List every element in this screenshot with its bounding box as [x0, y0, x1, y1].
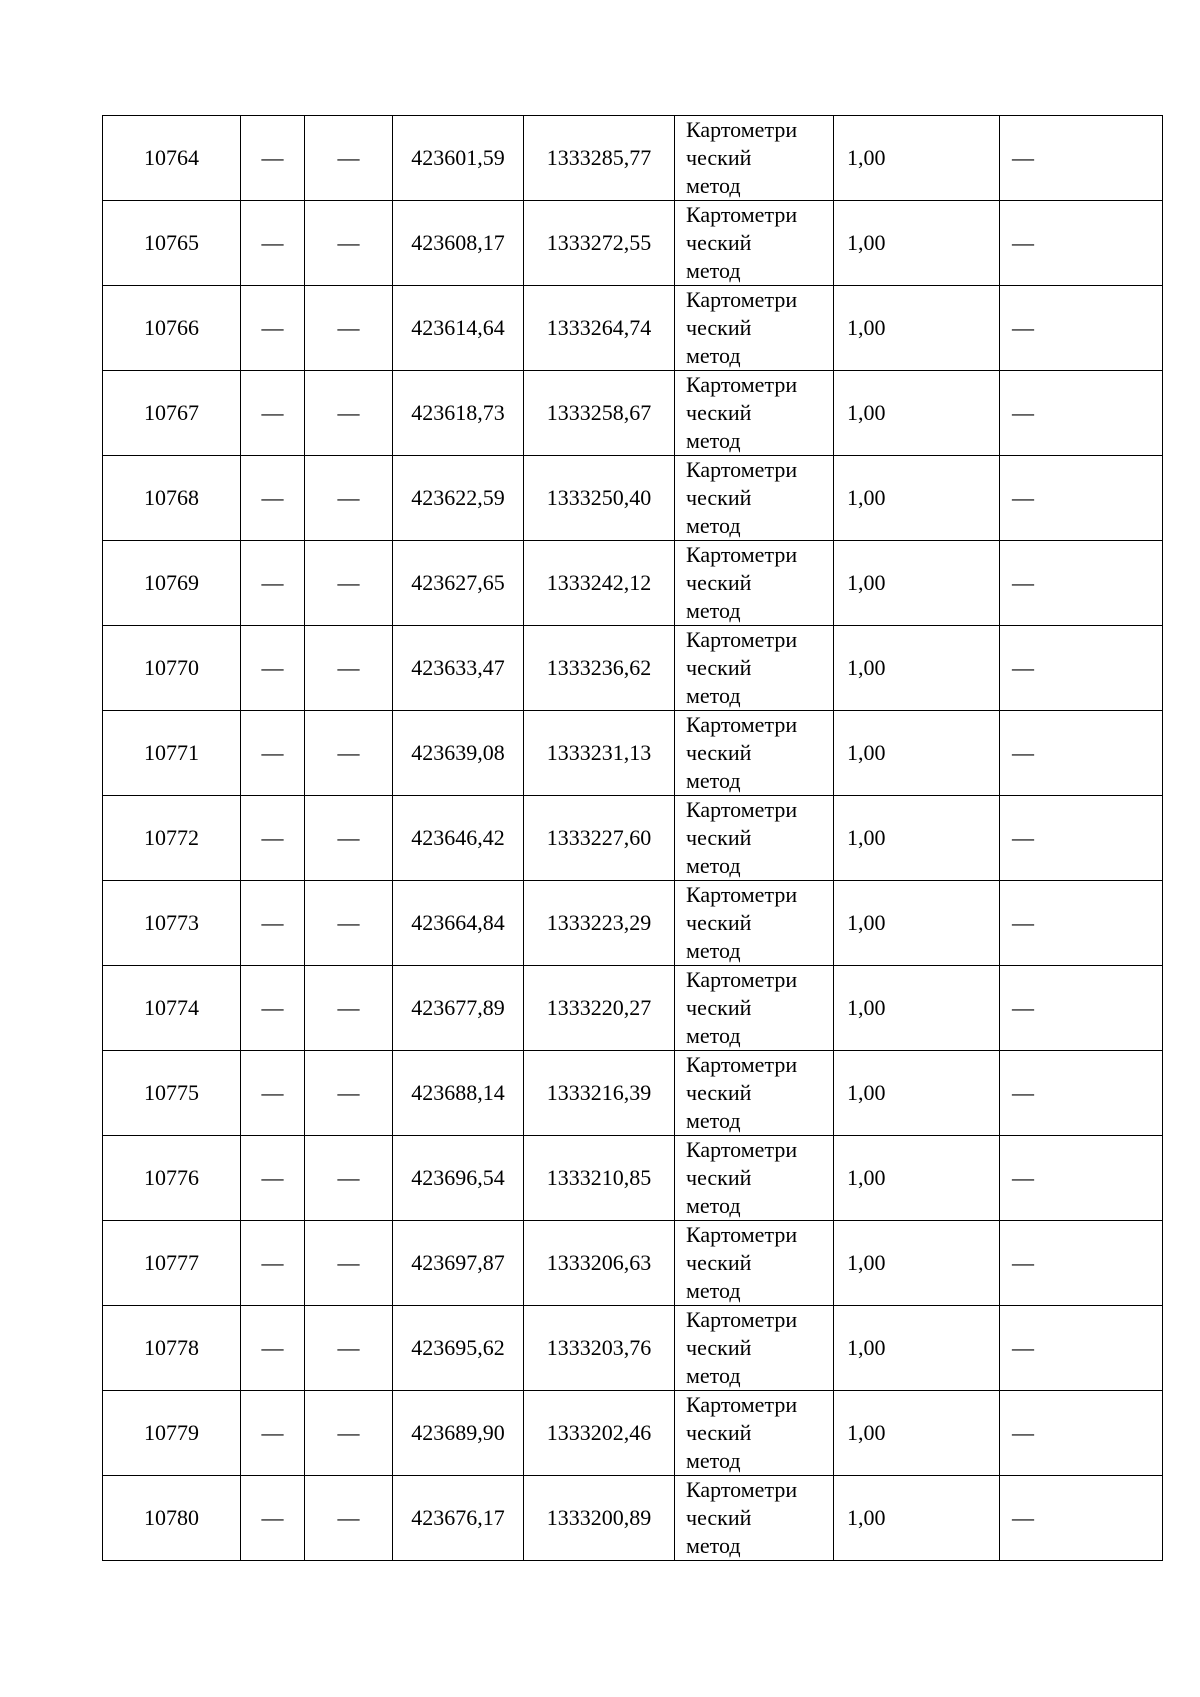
description-cell: — — [1000, 371, 1163, 456]
description-cell: — — [1000, 626, 1163, 711]
method-text-line: метод — [686, 853, 741, 878]
method-cell — [675, 796, 834, 881]
method-text-line: ческий — [686, 485, 752, 510]
x-coordinate-cell: 423677,89 — [393, 966, 524, 1051]
x-coordinate-cell: 423639,08 — [393, 711, 524, 796]
point-number-cell: 10767 — [103, 371, 241, 456]
empty-cell: — — [305, 456, 393, 541]
x-coordinate-cell: 423689,90 — [393, 1391, 524, 1476]
accuracy-cell: 1,00 — [834, 1306, 1000, 1391]
method-text-line: ческий — [686, 1250, 752, 1275]
accuracy-cell: 1,00 — [834, 1136, 1000, 1221]
description-cell: — — [1000, 116, 1163, 201]
description-cell: — — [1000, 1136, 1163, 1221]
x-coordinate-cell: 423695,62 — [393, 1306, 524, 1391]
empty-cell: — — [241, 116, 305, 201]
y-coordinate-cell: 1333264,74 — [524, 286, 675, 371]
empty-cell: — — [241, 286, 305, 371]
accuracy-cell: 1,00 — [834, 1476, 1000, 1561]
accuracy-cell: 1,00 — [834, 796, 1000, 881]
point-number-cell: 10764 — [103, 116, 241, 201]
table-row — [103, 201, 1163, 286]
method-text-line: метод — [686, 1108, 741, 1133]
empty-cell: — — [241, 1476, 305, 1561]
method-text-line: Картометри — [686, 1307, 798, 1332]
method-text-line: ческий — [686, 655, 752, 680]
method-cell — [675, 1051, 834, 1136]
empty-cell: — — [305, 541, 393, 626]
method-text-line: Картометри — [686, 287, 798, 312]
method-text-line: ческий — [686, 570, 752, 595]
point-number-cell: 10777 — [103, 1221, 241, 1306]
accuracy-cell: 1,00 — [834, 1051, 1000, 1136]
method-cell — [675, 1391, 834, 1476]
empty-cell: — — [241, 1221, 305, 1306]
method-text-line: метод — [686, 768, 741, 793]
method-text-line: ческий — [686, 1080, 752, 1105]
method-text-line: ческий — [686, 1335, 752, 1360]
method-text-line: Картометри — [686, 627, 798, 652]
method-text-line: Картометри — [686, 1477, 798, 1502]
description-cell: — — [1000, 881, 1163, 966]
x-coordinate-cell: 423646,42 — [393, 796, 524, 881]
y-coordinate-cell: 1333236,62 — [524, 626, 675, 711]
method-text-line: ческий — [686, 1420, 752, 1445]
method-cell — [675, 881, 834, 966]
x-coordinate-cell: 423608,17 — [393, 201, 524, 286]
y-coordinate-cell: 1333227,60 — [524, 796, 675, 881]
method-cell — [675, 116, 834, 201]
accuracy-cell: 1,00 — [834, 881, 1000, 966]
table-row — [103, 1306, 1163, 1391]
point-number-cell: 10780 — [103, 1476, 241, 1561]
point-number-cell: 10776 — [103, 1136, 241, 1221]
y-coordinate-cell: 1333242,12 — [524, 541, 675, 626]
accuracy-cell: 1,00 — [834, 711, 1000, 796]
y-coordinate-cell: 1333223,29 — [524, 881, 675, 966]
point-number-cell: 10772 — [103, 796, 241, 881]
description-cell: — — [1000, 711, 1163, 796]
empty-cell: — — [305, 1306, 393, 1391]
method-text-line: метод — [686, 513, 741, 538]
accuracy-cell: 1,00 — [834, 626, 1000, 711]
accuracy-cell: 1,00 — [834, 1221, 1000, 1306]
method-cell — [675, 1221, 834, 1306]
point-number-cell: 10773 — [103, 881, 241, 966]
description-cell: — — [1000, 1306, 1163, 1391]
method-cell — [675, 1476, 834, 1561]
table-row — [103, 966, 1163, 1051]
table-row — [103, 1051, 1163, 1136]
empty-cell: — — [305, 626, 393, 711]
description-cell: — — [1000, 1221, 1163, 1306]
empty-cell: — — [241, 1136, 305, 1221]
method-text-line: ческий — [686, 740, 752, 765]
accuracy-cell: 1,00 — [834, 201, 1000, 286]
method-text-line: Картометри — [686, 797, 798, 822]
method-text-line: ческий — [686, 145, 752, 170]
empty-cell: — — [305, 116, 393, 201]
method-text-line: метод — [686, 1023, 741, 1048]
point-number-cell: 10769 — [103, 541, 241, 626]
empty-cell: — — [241, 881, 305, 966]
description-cell: — — [1000, 796, 1163, 881]
y-coordinate-cell: 1333202,46 — [524, 1391, 675, 1476]
method-text-line: метод — [686, 258, 741, 283]
empty-cell: — — [305, 796, 393, 881]
x-coordinate-cell: 423676,17 — [393, 1476, 524, 1561]
method-text-line: метод — [686, 1278, 741, 1303]
method-text-line: ческий — [686, 1165, 752, 1190]
empty-cell: — — [305, 1391, 393, 1476]
method-text-line: метод — [686, 598, 741, 623]
empty-cell: — — [241, 626, 305, 711]
method-text-line: ческий — [686, 230, 752, 255]
method-text-line: Картометри — [686, 457, 798, 482]
method-cell — [675, 1306, 834, 1391]
accuracy-cell: 1,00 — [834, 966, 1000, 1051]
empty-cell: — — [241, 541, 305, 626]
description-cell: — — [1000, 541, 1163, 626]
accuracy-cell: 1,00 — [834, 456, 1000, 541]
method-text-line: метод — [686, 1193, 741, 1218]
method-cell — [675, 626, 834, 711]
method-text-line: Картометри — [686, 1392, 798, 1417]
method-text-line: Картометри — [686, 1052, 798, 1077]
y-coordinate-cell: 1333206,63 — [524, 1221, 675, 1306]
table-row — [103, 626, 1163, 711]
point-number-cell: 10774 — [103, 966, 241, 1051]
description-cell: — — [1000, 1051, 1163, 1136]
method-cell — [675, 711, 834, 796]
y-coordinate-cell: 1333220,27 — [524, 966, 675, 1051]
method-text-line: метод — [686, 938, 741, 963]
method-text-line: Картометри — [686, 372, 798, 397]
y-coordinate-cell: 1333216,39 — [524, 1051, 675, 1136]
accuracy-cell: 1,00 — [834, 116, 1000, 201]
empty-cell: — — [305, 1221, 393, 1306]
y-coordinate-cell: 1333203,76 — [524, 1306, 675, 1391]
x-coordinate-cell: 423627,65 — [393, 541, 524, 626]
description-cell: — — [1000, 966, 1163, 1051]
table-row — [103, 456, 1163, 541]
table-row — [103, 541, 1163, 626]
y-coordinate-cell: 1333250,40 — [524, 456, 675, 541]
method-text-line: метод — [686, 1448, 741, 1473]
point-number-cell: 10775 — [103, 1051, 241, 1136]
x-coordinate-cell: 423618,73 — [393, 371, 524, 456]
method-cell — [675, 371, 834, 456]
empty-cell: — — [241, 1051, 305, 1136]
method-text-line: ческий — [686, 1505, 752, 1530]
empty-cell: — — [305, 1476, 393, 1561]
table-row — [103, 116, 1163, 201]
x-coordinate-cell: 423688,14 — [393, 1051, 524, 1136]
method-cell — [675, 541, 834, 626]
method-text-line: ческий — [686, 400, 752, 425]
method-text-line: Картометри — [686, 202, 798, 227]
y-coordinate-cell: 1333272,55 — [524, 201, 675, 286]
method-text-line: Картометри — [686, 542, 798, 567]
method-cell — [675, 201, 834, 286]
empty-cell: — — [305, 711, 393, 796]
accuracy-cell: 1,00 — [834, 371, 1000, 456]
empty-cell: — — [305, 1051, 393, 1136]
y-coordinate-cell: 1333210,85 — [524, 1136, 675, 1221]
accuracy-cell: 1,00 — [834, 286, 1000, 371]
empty-cell: — — [305, 966, 393, 1051]
method-cell — [675, 966, 834, 1051]
point-number-cell: 10771 — [103, 711, 241, 796]
y-coordinate-cell: 1333231,13 — [524, 711, 675, 796]
accuracy-cell: 1,00 — [834, 541, 1000, 626]
method-text-line: Картометри — [686, 1137, 798, 1162]
method-text-line: Картометри — [686, 882, 798, 907]
table-row — [103, 1476, 1163, 1561]
empty-cell: — — [241, 371, 305, 456]
empty-cell: — — [305, 286, 393, 371]
empty-cell: — — [241, 1391, 305, 1476]
y-coordinate-cell: 1333285,77 — [524, 116, 675, 201]
empty-cell: — — [241, 201, 305, 286]
x-coordinate-cell: 423614,64 — [393, 286, 524, 371]
method-cell — [675, 286, 834, 371]
method-text-line: ческий — [686, 910, 752, 935]
method-text-line: Картометри — [686, 117, 798, 142]
coordinates-table — [102, 115, 1163, 1561]
description-cell: — — [1000, 286, 1163, 371]
empty-cell: — — [241, 456, 305, 541]
description-cell: — — [1000, 456, 1163, 541]
empty-cell: — — [305, 201, 393, 286]
description-cell: — — [1000, 201, 1163, 286]
description-cell: — — [1000, 1476, 1163, 1561]
method-text-line: метод — [686, 173, 741, 198]
method-text-line: ческий — [686, 315, 752, 340]
method-text-line: метод — [686, 683, 741, 708]
method-text-line: метод — [686, 1533, 741, 1558]
empty-cell: — — [305, 881, 393, 966]
table-row — [103, 1136, 1163, 1221]
method-text-line: Картометри — [686, 967, 798, 992]
method-text-line: Картометри — [686, 1222, 798, 1247]
accuracy-cell: 1,00 — [834, 1391, 1000, 1476]
y-coordinate-cell: 1333200,89 — [524, 1476, 675, 1561]
point-number-cell: 10778 — [103, 1306, 241, 1391]
method-text-line: метод — [686, 343, 741, 368]
empty-cell: — — [241, 711, 305, 796]
table-row — [103, 711, 1163, 796]
method-cell — [675, 1136, 834, 1221]
point-number-cell: 10770 — [103, 626, 241, 711]
method-text-line: ческий — [686, 825, 752, 850]
table-row — [103, 371, 1163, 456]
x-coordinate-cell: 423697,87 — [393, 1221, 524, 1306]
table-row — [103, 796, 1163, 881]
empty-cell: — — [241, 966, 305, 1051]
method-text-line: Картометри — [686, 712, 798, 737]
empty-cell: — — [305, 371, 393, 456]
table-row — [103, 286, 1163, 371]
coordinates-table-body — [103, 116, 1163, 1561]
x-coordinate-cell: 423622,59 — [393, 456, 524, 541]
empty-cell: — — [241, 796, 305, 881]
method-text-line: метод — [686, 1363, 741, 1388]
description-cell: — — [1000, 1391, 1163, 1476]
empty-cell: — — [305, 1136, 393, 1221]
point-number-cell: 10765 — [103, 201, 241, 286]
x-coordinate-cell: 423601,59 — [393, 116, 524, 201]
table-row — [103, 881, 1163, 966]
method-text-line: метод — [686, 428, 741, 453]
point-number-cell: 10779 — [103, 1391, 241, 1476]
point-number-cell: 10768 — [103, 456, 241, 541]
x-coordinate-cell: 423696,54 — [393, 1136, 524, 1221]
table-row — [103, 1221, 1163, 1306]
x-coordinate-cell: 423633,47 — [393, 626, 524, 711]
x-coordinate-cell: 423664,84 — [393, 881, 524, 966]
method-text-line: ческий — [686, 995, 752, 1020]
y-coordinate-cell: 1333258,67 — [524, 371, 675, 456]
empty-cell: — — [241, 1306, 305, 1391]
point-number-cell: 10766 — [103, 286, 241, 371]
table-row — [103, 1391, 1163, 1476]
method-cell — [675, 456, 834, 541]
